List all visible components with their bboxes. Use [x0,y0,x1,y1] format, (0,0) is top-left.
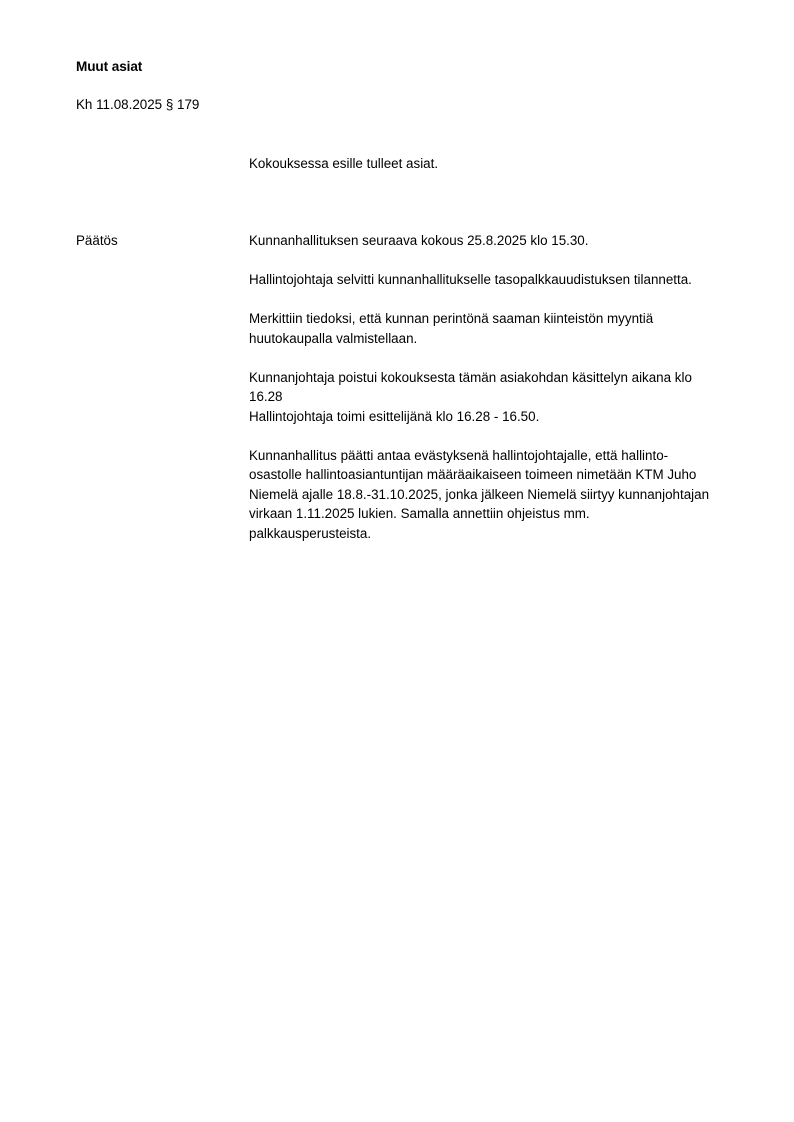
decision-label: Päätös [76,233,118,248]
decision-paragraph: Kunnanhallitus päätti antaa evästyksenä hallintojohtajalle, että hallinto- osastolle hallintoasiantuntijan määräaikaiseen toimeen nimetään KTM Juho Niemelä ajalle 18.8.-31.10.2025, jonka jälkeen Niemelä siirtyy kunnanjohtajan virkaan 1.11.2025 lukien. Samalla annettiin ohjeistus mm. palkkausperusteista. [249,447,710,541]
decision-paragraph: Merkittiin tiedoksi, että kunnan perintönä saaman kiinteistön myyntiä huutokaupalla valmistellaan. [249,311,654,346]
decision-paragraph: Kunnanjohtaja poistui kokouksesta tämän asiakohdan käsittelyn aikana klo 16.28 Hallintojohtaja toimi esittelijänä klo 16.28 - 16.50. [249,369,692,424]
decision-paragraph: Hallintojohtaja selvitti kunnanhallitukselle tasopalkkauudistuksen tilannetta. [249,272,692,287]
document-title: Muut asiat [76,59,143,74]
intro-text: Kokouksessa esille tulleet asiat. [249,156,439,171]
decision-body [249,231,759,563]
meeting-reference: Kh 11.08.2025 § 179 [76,97,200,112]
decision-paragraph: Kunnanhallituksen seuraava kokous 25.8.2025 klo 15.30. [249,233,589,248]
